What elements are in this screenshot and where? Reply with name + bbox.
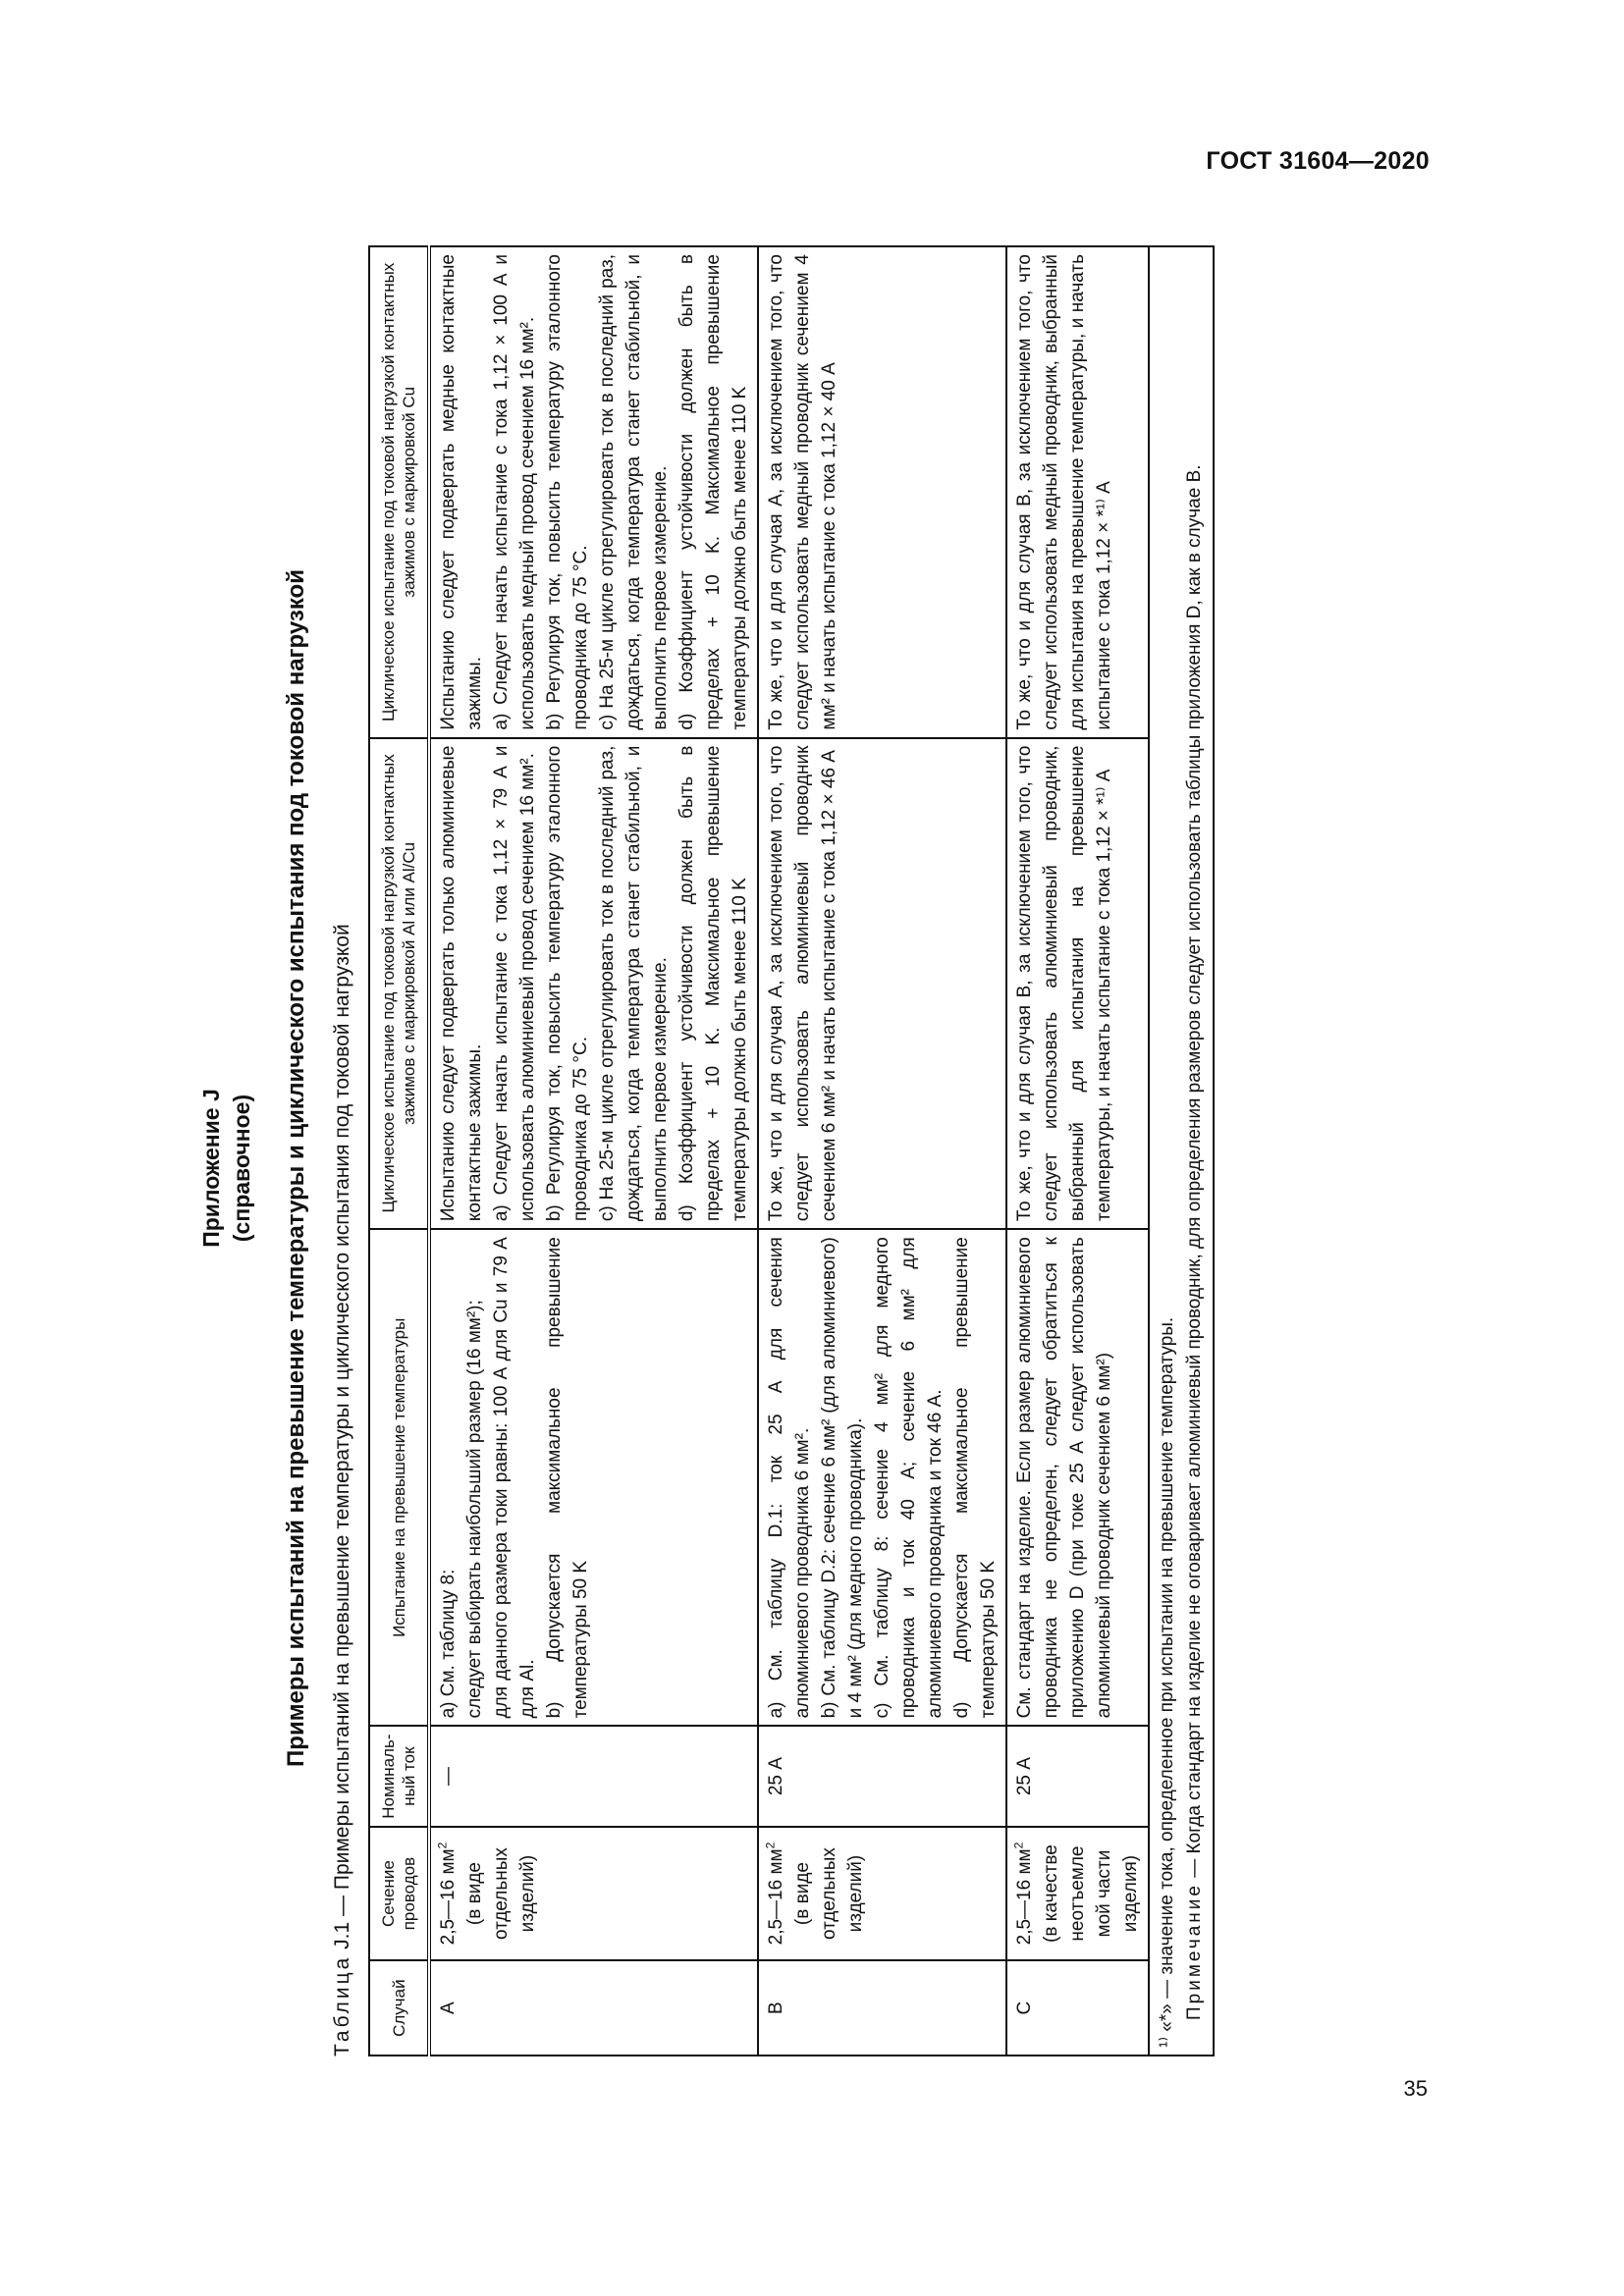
temp-test-line: a) См. таблицу D.1: ток 25 А для сечения алюминиевого проводника 6 мм².	[766, 1237, 813, 1719]
header-section: Сечение проводов	[369, 1827, 429, 1961]
appendix-subtitle: (справочное)	[229, 1094, 254, 1243]
document-code: ГОСТ 31604—2020	[1206, 147, 1430, 175]
superscript: 2	[435, 1842, 450, 1849]
section-line: (в виде	[792, 1862, 813, 1926]
appendix-title: Приложение J	[198, 1089, 224, 1248]
cycle-cu-cell	[758, 246, 1006, 738]
table-row	[758, 246, 1006, 2056]
cycle-cu-cell	[1006, 246, 1149, 738]
section-cell	[1006, 1827, 1149, 1961]
section-line: отдельных	[819, 1847, 839, 1940]
section-line: изделия)	[1120, 1854, 1141, 1933]
cycle-cu-line: Испытанию следует подвергать медные контактные зажимы.	[438, 254, 485, 730]
section-line: мой части	[1094, 1849, 1114, 1938]
cycle-al-line: d) Коэффициент устойчивости должен быть в пределах + 10 K. Максимальное превышение температуры должно быть менее 110 K	[677, 745, 750, 1222]
table-footer-row	[1149, 246, 1214, 2056]
superscript: 2	[763, 1842, 778, 1849]
section-line: изделий)	[845, 1854, 866, 1933]
table-caption-text: J.1 — Примеры испытаний на превышение температуры и циклического испытания под токовой нагрузкой	[331, 924, 353, 1955]
temp-test-line: a) См. таблицу 8:	[438, 1569, 459, 1719]
section-line: изделий)	[517, 1854, 538, 1933]
temp-test-line: См. стандарт на изделие. Если размер алюминиевого проводника не определен, следует обратиться к приложению D (при токе 25 А следует использовать алюминиевый проводник сечением 6 мм²)	[1014, 1237, 1114, 1719]
rotated-page-content	[196, 250, 1414, 2086]
table-row	[1006, 246, 1149, 2056]
temp-test-cell	[429, 1229, 758, 1726]
section-line: (в качестве	[1041, 1844, 1061, 1943]
header-cycle-al: Циклическое испытание под токовой нагрузкой контактных зажимов с маркировкой Al или Al/Cu	[369, 738, 429, 1230]
cycle-al-cell	[1006, 738, 1149, 1230]
section-cell	[758, 1827, 1006, 1961]
current-cell: 25 А	[1006, 1726, 1149, 1826]
temp-test-line: b) Допускается максимальное превышение температуры 50 K	[544, 1237, 591, 1719]
footnote: ¹⁾ «*» — значение тока, определенное при испытании на превышение температуры.	[1157, 1316, 1177, 2048]
cycle-cu-line: c) На 25-м цикле отрегулировать ток в последний раз, дождаться, когда температура станет стабильной, и выполнить первое измерение.	[597, 254, 671, 730]
section-value: 2,5—16 мм	[438, 1848, 459, 1946]
cycle-al-cell	[429, 738, 758, 1230]
cycle-cu-line: То же, что и для случая В, за исключением того, что следует использовать медный проводник, выбранный для испытания на превышение температуры, и начать испытание с тока 1,12 × *¹⁾ А	[1014, 254, 1114, 730]
temp-test-cell	[1006, 1229, 1149, 1726]
cycle-cu-line: b) Регулируя ток, повысить температуру эталонного проводника до 75 °С.	[544, 254, 591, 730]
cycle-cu-line: a) Следует начать испытание с тока 1,12 × 100 А и использовать медный провод сечением 16 мм².	[491, 254, 538, 730]
section-cell	[429, 1827, 758, 1961]
cycle-cu-line: То же, что и для случая А, за исключением того, что следует использовать медный проводник сечением 4 мм² и начать испытание с тока 1,12 × 40 А	[766, 254, 839, 730]
note-label: Примечание	[1184, 1883, 1205, 2020]
cycle-al-cell	[758, 738, 1006, 1230]
section-line: неотъемле	[1067, 1845, 1088, 1942]
cycle-al-line: a) Следует начать испытание с тока 1,12 × 79 А и использовать алюминиевый провод сечением 16 мм².	[491, 745, 538, 1222]
header-case: Случай	[369, 1960, 429, 2056]
case-cell: A	[429, 1960, 758, 2056]
section-value: 2,5—16 мм	[1014, 1848, 1035, 1946]
table-caption	[331, 924, 354, 2056]
table-footer	[1149, 246, 1214, 2056]
current-cell: —	[429, 1726, 758, 1826]
examples-table	[368, 245, 1215, 2056]
section-value: 2,5—16 мм	[766, 1848, 786, 1946]
table-caption-prefix: Таблица	[331, 1954, 353, 2056]
header-temp-test: Испытание на превышение температуры	[369, 1229, 429, 1726]
table-note	[1181, 254, 1209, 2048]
temp-test-line: c) См. таблицу 8: сечение 4 мм² для медного проводника и ток 40 А; сечение 6 мм² для алюминиевого проводника и ток 46 А.	[872, 1237, 946, 1719]
temp-test-cell	[758, 1229, 1006, 1726]
section-line: (в виде	[464, 1862, 485, 1926]
case-cell: B	[758, 1960, 1006, 2056]
table-header-row	[369, 246, 429, 2056]
cycle-cu-cell	[429, 246, 758, 738]
cycle-al-line: Испытанию следует подвергать только алюминиевые контактные зажимы.	[438, 745, 485, 1222]
cycle-al-line: То же, что и для случая А, за исключением того, что следует использовать алюминиевый проводник сечением 6 мм² и начать испытание с тока 1,12 × 46 А	[766, 745, 839, 1222]
appendix-heading	[196, 250, 257, 2086]
cycle-cu-line: d) Коэффициент устойчивости должен быть в пределах + 10 K. Максимальное превышение температуры должно быть менее 110 K	[677, 254, 750, 730]
current-cell: 25 А	[758, 1726, 1006, 1826]
cycle-al-line: То же, что и для случая В, за исключением того, что следует использовать алюминиевый проводник, выбранный для испытания на превышение температуры, и начать испытание с тока 1,12 × *¹⁾ А	[1014, 745, 1114, 1222]
section-line: отдельных	[491, 1847, 512, 1940]
superscript: 2	[1011, 1842, 1026, 1849]
cycle-al-line: b) Регулируя ток, повысить температуру эталонного проводника до 75 °С.	[544, 745, 591, 1222]
cycle-al-line: c) На 25-м цикле отрегулировать ток в последний раз, дождаться, когда температура станет стабильной, и выполнить первое измерение.	[597, 745, 671, 1222]
temp-test-line: d) Допускается максимальное превышение температуры 50 K	[951, 1237, 999, 1719]
page-title: Примеры испытаний на превышение температуры и циклического испытания под токовой нагрузкой	[283, 569, 309, 1767]
case-cell: C	[1006, 1960, 1149, 2056]
table-row	[429, 246, 758, 2056]
temp-test-line: b) См. таблицу D.2: сечение 6 мм² (для алюминиевого) и 4 мм² (для медного проводника).	[819, 1237, 866, 1719]
temp-test-line: для данного размера токи равны: 100 А для Cu и 79 А для Al.	[491, 1237, 538, 1719]
page-number: 35	[1403, 2076, 1428, 2101]
header-current: Номинальный ток	[369, 1726, 429, 1826]
temp-test-line: следует выбирать наибольший размер (16 мм²);	[464, 1300, 485, 1719]
note-text: — Когда стандарт на изделие не оговаривает алюминиевый проводник, для определения размеров следует использовать таблицы приложения D, как в случае В.	[1184, 464, 1205, 1884]
header-cycle-cu: Циклическое испытание под токовой нагрузкой контактных зажимов с маркировкой Cu	[369, 246, 429, 738]
